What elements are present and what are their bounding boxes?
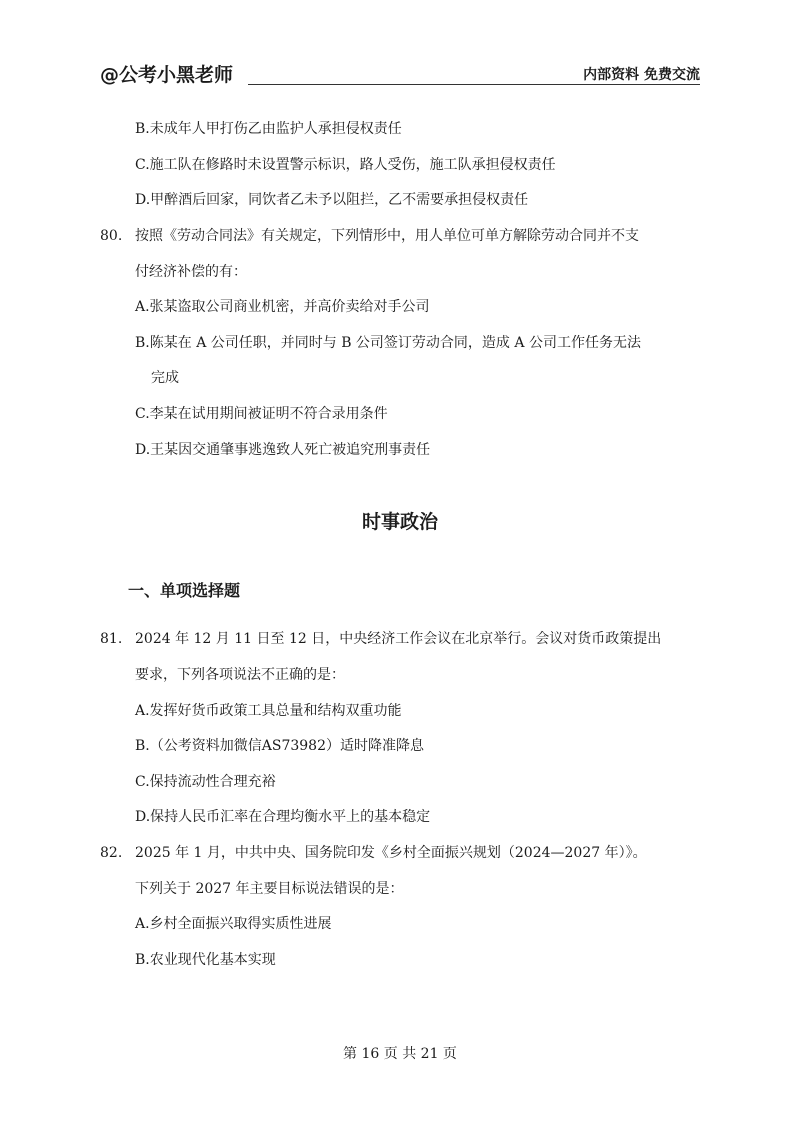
q81-option-d: D.保持人民币汇率在合理均衡水平上的基本稳定: [135, 809, 431, 825]
q80-option-c: C.李某在试用期间被证明不符合录用条件: [135, 406, 388, 422]
q81-option-a: A.发挥好货币政策工具总量和结构双重功能: [135, 703, 402, 719]
q81-stem-cont: 要求，下列各项说法不正确的是：: [135, 667, 345, 683]
q79-option-c: C.施工队在修路时未设置警示标识，路人受伤，施工队承担侵权责任: [135, 157, 556, 173]
q82-option-b: B.农业现代化基本实现: [135, 952, 276, 968]
subsection-title: 一、单项选择题: [128, 581, 241, 600]
q80-number: 80.: [100, 228, 123, 244]
section-title: 时事政治: [361, 511, 438, 533]
page-header: [100, 60, 700, 86]
q80-option-d: D.王某因交通肇事逃逸致人死亡被追究刑事责任: [135, 442, 431, 458]
q82-stem-cont: 下列关于 2027 年主要目标说法错误的是：: [135, 881, 404, 897]
page-footer: 第 16 页 共 21 页: [343, 1046, 457, 1062]
q82-number: 82.: [100, 845, 123, 861]
q80-option-a: A.张某盗取公司商业机密，并高价卖给对手公司: [135, 299, 430, 315]
header-tag: 内部资料 免费交流: [583, 67, 700, 83]
q80-option-b-cont: 完成: [151, 370, 179, 386]
q79-option-d: D.甲醉酒后回家，同饮者乙未予以阻拦，乙不需要承担侵权责任: [135, 192, 529, 208]
q82-option-a: A.乡村全面振兴取得实质性进展: [135, 916, 332, 932]
brand-label: @公考小黑老师: [100, 64, 234, 86]
q80-option-b: B.陈某在 A 公司任职，并同时与 B 公司签订劳动合同，造成 A 公司工作任务无法: [135, 335, 641, 351]
q79-option-b: B.未成年人甲打伤乙由监护人承担侵权责任: [135, 121, 402, 137]
q80-stem-cont: 付经济补偿的有：: [135, 264, 247, 280]
q81-option-c: C.保持流动性合理充裕: [135, 774, 276, 790]
q80-stem: 按照《劳动合同法》有关规定，下列情形中，用人单位可单方解除劳动合同并不支: [135, 228, 639, 244]
q81-option-b: B.（公考资料加微信AS73982）适时降准降息: [135, 738, 424, 754]
q81-stem: 2024 年 12 月 11 日至 12 日，中央经济工作会议在北京举行。会议对货币政策提出: [135, 631, 662, 647]
q81-number: 81.: [100, 631, 123, 647]
q82-stem: 2025 年 1 月，中共中央、国务院印发《乡村全面振兴规划（2024—2027 年）》。: [135, 845, 647, 861]
header-rule: [248, 84, 700, 85]
